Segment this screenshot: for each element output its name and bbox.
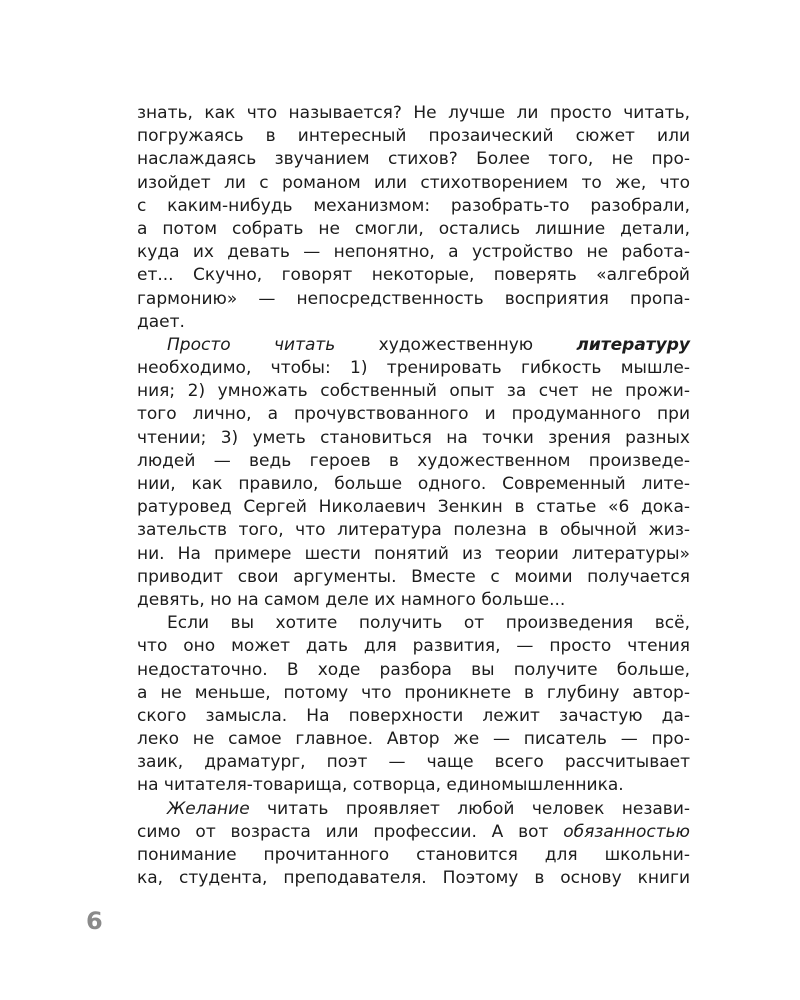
key-term: литературу — [576, 334, 690, 355]
text-line: дает. — [137, 311, 185, 332]
text-line: ка, студента, преподавателя. Поэтому в основу книги — [137, 868, 690, 889]
text-line: куда их девать — непонятно, а устройство не работа- — [137, 242, 690, 263]
text-line: изойдет ли с романом или стихотворением то же, что — [137, 172, 690, 193]
text-line: знать, как что называется? Не лучше ли просто читать, — [137, 103, 690, 123]
line-segment: симо от возраста или профессии. А вот — [137, 821, 564, 842]
text-line — [137, 798, 690, 821]
text-line: леко не самое главное. Автор же — писатель — про- — [137, 729, 690, 750]
text-line: на читателя-товарища, сотворца, единомышленника. — [137, 775, 624, 796]
text-line: что оно может дать для развития, — просто чтения — [137, 636, 690, 657]
text-line: ет... Скучно, говорят некоторые, поверять «алгеброй — [137, 265, 690, 286]
text-line: Если вы хотите получить от произведения всё, — [167, 613, 690, 634]
text-line: девять, но на самом деле их намного больше... — [137, 589, 566, 610]
text-line — [137, 821, 690, 844]
emphasis-text: Просто читать — [167, 334, 336, 355]
page-number: 6 — [86, 907, 103, 935]
text-line: приводит свои аргументы. Вместе с моими получается — [137, 566, 690, 587]
text-line: понимание прочитанного становится для школьни- — [137, 845, 690, 865]
text-line: чтении; 3) уметь становиться на точки зрения разных — [137, 427, 690, 448]
text-line: заик, драматург, поэт — чаще всего рассчитывает — [137, 752, 690, 773]
text-line: ратуровед Сергей Николаевич Зенкин в статье «6 дока- — [137, 497, 690, 518]
text-line: нии, как правило, больше одного. Современный лите- — [137, 474, 690, 494]
text-line: необходимо, чтобы: 1) тренировать гибкость мышле- — [137, 358, 690, 379]
text-line: того лично, а прочувствованного и продуманного при — [137, 404, 690, 425]
text-line: с каким-нибудь механизмом: разобрать-то разобрали, — [137, 195, 690, 216]
text-line: гармонию» — непосредственность восприятия пропа- — [137, 288, 690, 309]
text-line: недостаточно. В ходе разбора вы получите больше, — [137, 659, 690, 680]
emphasis-text: Желание — [167, 798, 250, 819]
text-line: наслаждаясь звучанием стихов? Более того, не про- — [137, 149, 690, 170]
line-segment: читать проявляет любой человек незави- — [249, 798, 690, 819]
text-line: а потом собрать не смогли, остались лишние детали, — [137, 218, 690, 239]
text-line: ского замысла. На поверхности лежит зачастую да- — [137, 705, 690, 726]
text-line — [137, 334, 690, 357]
text-line: ни. На примере шести понятий из теории литературы» — [137, 543, 690, 564]
emphasis-text: обязанностью — [563, 821, 690, 842]
text-line: людей — ведь героев в художественном произведе- — [137, 450, 690, 471]
body-text — [137, 102, 690, 890]
text-line: зательств того, что литература полезна в обычной жиз- — [137, 520, 690, 541]
text-line: погружаясь в интересный прозаический сюжет или — [137, 126, 690, 147]
line-segment: художественную — [335, 334, 577, 355]
text-line: а не меньше, потому что проникнете в глубину автор- — [137, 682, 690, 703]
text-line: ния; 2) умножать собственный опыт за счет не прожи- — [137, 381, 690, 402]
